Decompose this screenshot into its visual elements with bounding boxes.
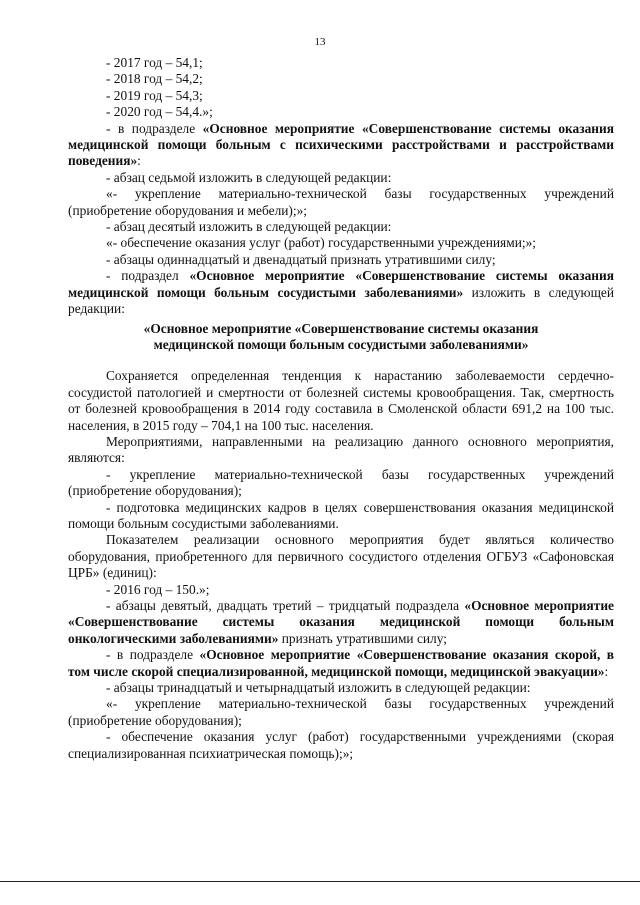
text-run: - абзацы девятый, двадцать третий – тридцатый подраздела [106, 598, 465, 613]
bold-title: «Основное мероприятие «Совершенствование системы оказания медицинской помощи больным сосудистыми заболеваниями» [68, 268, 614, 300]
text-run: признать утратившими силу; [278, 630, 447, 646]
year-line-2019: - 2019 год – 54,3; [106, 87, 203, 103]
paragraph-seventh-text: «- укрепление материально-технической базы государственных учреждений (приобретение оборудования и мебели);»; [68, 186, 614, 218]
subsection-mental-health [68, 121, 614, 170]
document-body [68, 55, 614, 762]
paragraph-seventh-intro: - абзац седьмой изложить в следующей редакции: [106, 169, 392, 185]
subsection-oncology [68, 598, 614, 647]
year-line-2018: - 2018 год – 54,2; [106, 71, 203, 87]
measure-item: - подготовка медицинских кадров в целях совершенствования оказания медицинской помощи больным сосудистыми заболеваниями. [68, 499, 614, 531]
text-run: : [604, 663, 609, 679]
paragraph-trend: Сохраняется определенная тенденция к нарастанию заболеваемости сердечно-сосудистой патологией и смертности от болезней системы кровообращения. Так, смертность от болезней кровообращения в 2014 году составила в Смоленской области 691,2 на 100 тыс. населения, в 2015 году – 704,1 на 100 тыс. населения. [68, 368, 614, 433]
measure-item: - укрепление материально-технической базы государственных учреждений (приобретение оборудования); [68, 466, 614, 499]
text-run: - в подразделе [106, 120, 203, 136]
text-run: : [137, 153, 141, 169]
paragraph-measures: Мероприятиями, направленными на реализацию данного основного мероприятия, являются: [68, 433, 614, 466]
paragraph-13-14-intro: - абзацы тринадцатый и четырнадцатый изложить в следующей редакции: [106, 680, 531, 696]
year-line-2017: - 2017 год – 54,1; [106, 55, 203, 70]
paragraph-13-text: «- укрепление материально-технической базы государственных учреждений (приобретение оборудования); [68, 696, 614, 728]
paragraph-tenth-intro: - абзац десятый изложить в следующей редакции: [106, 219, 392, 235]
section-heading-line2: медицинской помощи больным сосудистыми заболеваниями» [153, 336, 529, 352]
bold-title: «Основное мероприятие «Совершенствование системы оказания медицинской помощи больным онкологическими заболеваниями» [68, 598, 614, 646]
paragraph-14-text: - обеспечение оказания услуг (работ) государственными учреждениями (скорая специализированная психиатрическая помощь);»; [68, 729, 614, 761]
paragraph-indicator: Показателем реализации основного мероприятия будет являться количество оборудования, приобретенного для первичного сосудистого отделения ОГБУЗ «Сафоновская ЦРБ» (единиц): [68, 532, 614, 581]
text-run: - в подразделе [106, 647, 200, 663]
text-run: - подраздел [106, 268, 190, 284]
paragraph-tenth-text: «- обеспечение оказания услуг (работ) государственными учреждениями;»; [106, 235, 536, 251]
paragraph-repeal: - абзацы одиннадцатый и двенадцатый признать утратившими силу; [106, 251, 496, 267]
bold-title: «Основное мероприятие «Совершенствование оказания скорой, в том числе скорой специализированной, медицинской помощи, медицинской эвакуации» [68, 647, 614, 679]
text-run: изложить в следующей редакции: [68, 284, 614, 317]
page-bottom-rule [0, 881, 640, 882]
section-heading-line1: «Основное мероприятие «Совершенствование системы оказания [143, 320, 539, 336]
subsection-emergency [68, 647, 614, 680]
page-number: 13 [314, 36, 326, 48]
year-line-2016: - 2016 год – 150.»; [106, 581, 210, 597]
subsection-vascular [68, 268, 614, 317]
year-line-2020: - 2020 год – 54,4.»; [106, 104, 213, 120]
bold-title: «Основное мероприятие «Совершенствование системы оказания медицинской помощи больным с психическими расстройствами и расстройствами поведения» [68, 120, 614, 169]
